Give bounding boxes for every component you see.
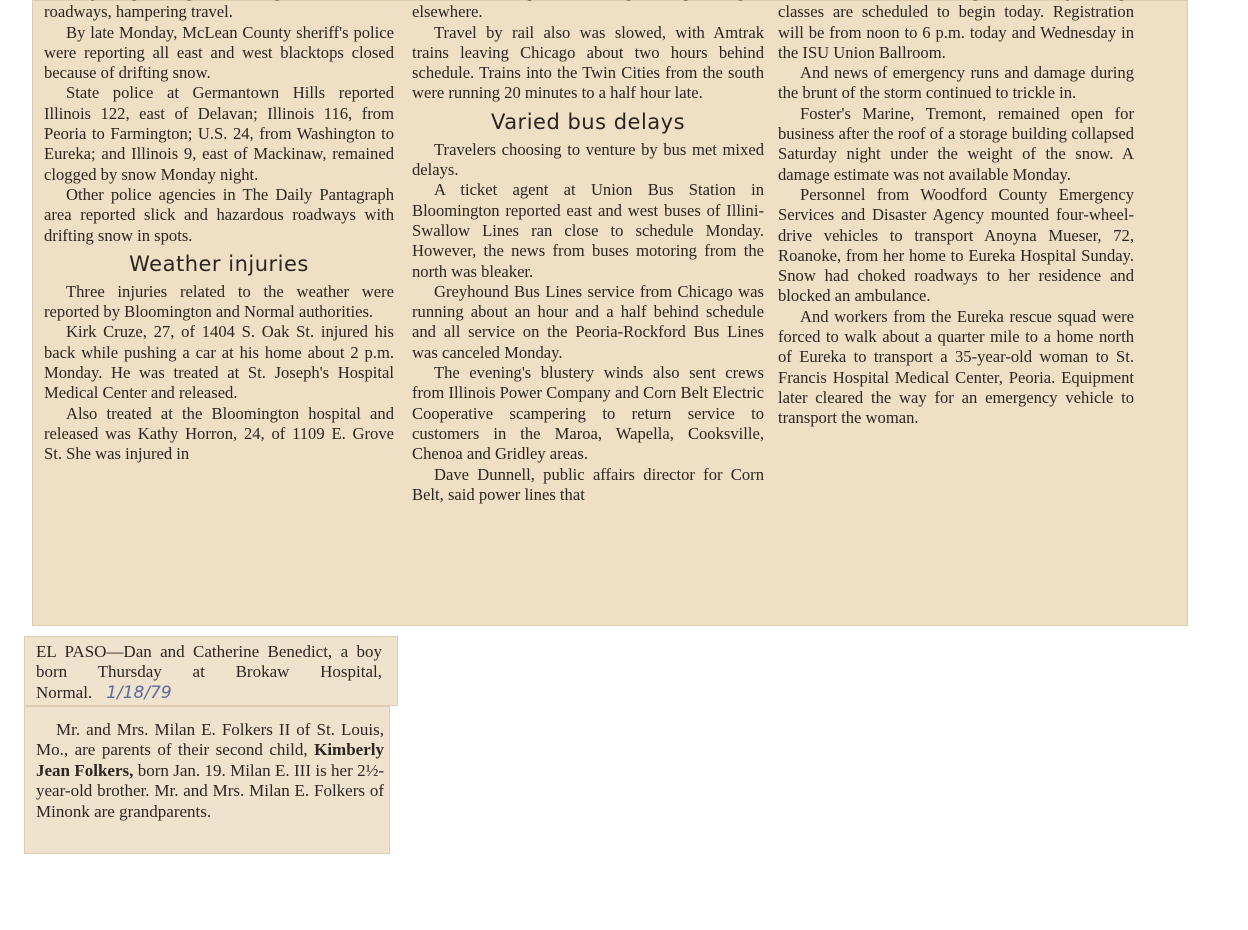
paragraph: elsewhere. <box>412 2 483 22</box>
article-column-1 <box>44 0 394 465</box>
paragraph: By late Monday, McLean County sheriff's police were reporting all east and west blacktops closed because of drifting snow. <box>44 22 394 83</box>
subheadline-weather-injuries: Weather injuries <box>129 251 309 276</box>
announcement-text: EL PASO—Dan and Catherine Benedict, a boy born Thursday at Brokaw Hospital, Normal. <box>36 642 382 702</box>
paragraph: classes are scheduled to begin today. Registration will be from noon to 6 p.m. today and Wednesday in the ISU Union Ballroom. <box>778 2 1134 62</box>
announcement-rest: born Jan. 19. Milan E. III is her 2½-year-old brother. Mr. and Mrs. Milan E. Folkers of Minonk are grandparents. <box>36 760 384 821</box>
announcement-lead: Mr. and Mrs. Milan E. Folkers II of St. Louis, Mo., are parents of their second child, <box>36 720 384 760</box>
paragraph: And news of emergency runs and damage during the brunt of the storm continued to trickle in. <box>778 63 1134 103</box>
paragraph: Travel by rail also was slowed, with Amtrak trains leaving Chicago about two hours behind schedule. Trains into the Twin Cities from the south were running 20 minutes to a half hour late. <box>412 22 764 103</box>
paragraph: Personnel from Woodford County Emergency Services and Disaster Agency mounted four-wheel-drive vehicles to transport Anoyna Mueser, 72, Roanoke, from her home to Eureka Hospital Sunday. Snow had choked roadways to her residence and blocked an ambulance. <box>778 184 1134 306</box>
paragraph: A ticket agent at Union Bus Station in Bloomington reported east and west buses of Illini-Swallow Lines ran close to schedule Monday. However, the news from buses motoring from the north was bleaker. <box>412 180 764 281</box>
paragraph: Travelers choosing to venture by bus met mixed delays. <box>412 139 764 180</box>
paragraph: Dave Dunnell, public affairs director for Corn Belt, said power lines that <box>412 464 764 504</box>
paragraph: Kirk Cruze, 27, of 1404 S. Oak St. injured his back while pushing a car at his home about 2 p.m. Monday. He was treated at St. Joseph's Hospital Medical Center and released. <box>44 322 394 403</box>
paragraph: Foster's Marine, Tremont, remained open for business after the roof of a storage building collapsed Saturday night under the weight of the snow. A damage estimate was not available Monday. <box>778 103 1134 184</box>
paragraph: roadways, hampering travel. <box>44 2 233 22</box>
paragraph: Three injuries related to the weather were reported by Bloomington and Normal authorities. <box>44 281 394 322</box>
paragraph: Other police agencies in The Daily Pantagraph area reported slick and hazardous roadways with drifting snow in spots. <box>44 184 394 245</box>
article-column-3 <box>778 0 1134 429</box>
subheadline-varied-bus-delays: Varied bus delays <box>490 109 686 134</box>
paragraph: State police at Germantown Hills reported Illinois 122, east of Delavan; Illinois 116, from Peoria to Farmington; U.S. 24, from Washington to Eureka; and Illinois 9, east of Mackinaw, remained clogged by snow Monday night. <box>44 83 394 184</box>
paragraph: The evening's blustery winds also sent crews from Illinois Power Company and Corn Belt Electric Cooperative scampering to return service to customers in the Maroa, Wapella, Cooksville, Chenoa and Gridley areas. <box>412 363 764 464</box>
article-column-2 <box>412 0 764 505</box>
birth-announcement-folkers <box>36 720 384 822</box>
paragraph: Greyhound Bus Lines service from Chicago was running about an hour and a half behind schedule and all service on the Peoria-Rockford Bus Lines was canceled Monday. <box>412 281 764 362</box>
birth-announcement-benedict <box>36 642 382 703</box>
paragraph: Also treated at the Bloomington hospital and released was Kathy Horron, 24, of 1109 E. Grove St. She was injured in <box>44 403 394 464</box>
baby-name: Kimberly Jean Folkers, <box>36 740 384 780</box>
paragraph: And workers from the Eureka rescue squad were forced to walk about a quarter mile to a home north of Eureka to transport a 35-year-old woman to St. Francis Hospital Medical Center, Peoria. Equipment later cleared the way for an emergency vehicle to transport the woman. <box>778 306 1134 428</box>
handwritten-date: 1/18/79 <box>106 682 172 703</box>
